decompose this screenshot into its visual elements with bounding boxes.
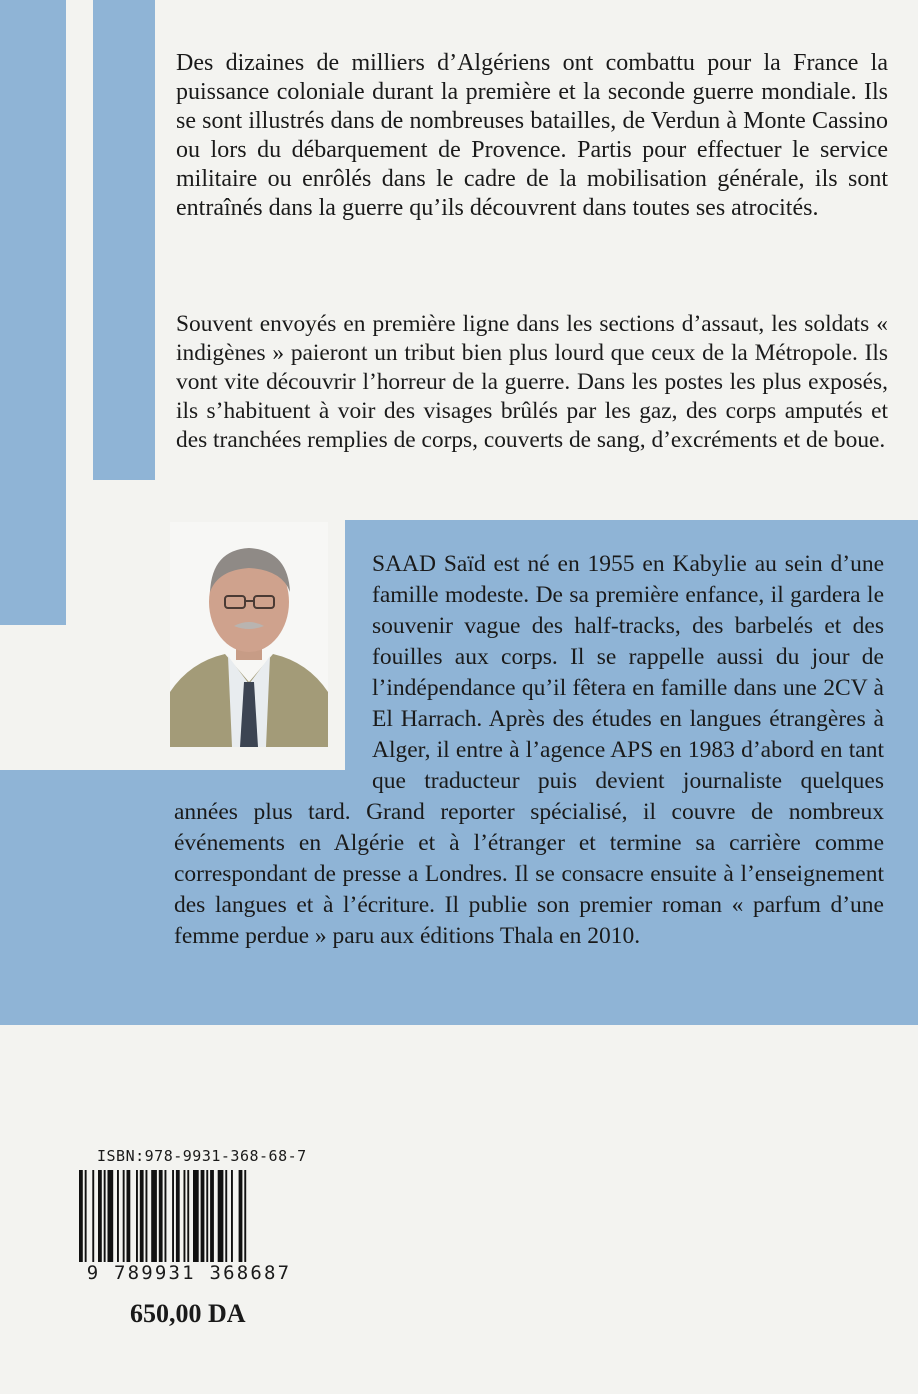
author-bio [174, 549, 884, 952]
author-bio-text: SAAD Saïd est né en 1955 en Kabylie au sein d’une famille modeste. De sa première enfance, il gardera le souvenir vague des half-tracks, des barbelés et des fouilles aux corps. Il se rappelle aussi du jour de l’indépendance qu’il fêtera en famille dans une 2CV à El Harrach. Après des études en langues étrangères à Alger, il entre à l’agence APS en 1983 d’abord en tant que traducteur puis devient journaliste quelques années plus tard. Grand reporter spécialisé, il couvre de nombreux événements en Algérie et à l’étranger et termine sa carrière comme correspondant de presse a Londres. Il se consacre ensuite à l’enseignement des langues et à l’écriture. Il publie son premier roman « parfum d’une femme perdue » paru aux éditions Thala en 2010. [174, 551, 884, 949]
blurb-paragraph-2: Souvent envoyés en première ligne dans les sections d’assaut, les soldats « indigènes » paieront un tribut bien plus lourd que ceux de la Métropole. Ils vont vite découvrir l’horreur de la guerre. Dans les postes les plus exposés, ils s’habituent à voir des visages brûlés par les gaz, des corps amputés et des tranchées remplies de corps, couverts de sang, d’excréments et de boue. [176, 311, 888, 453]
left-blue-bar [0, 0, 66, 625]
middle-blue-bar [93, 0, 155, 480]
barcode-digits: 9 789931 368687 [69, 1262, 309, 1284]
price: 650,00 DA [130, 1299, 246, 1328]
blurb-paragraph-1: Des dizaines de milliers d’Algériens ont combattu pour la France la puissance coloniale durant la première et la seconde guerre mondiale. Ils se sont illustrés dans de nombreuses batailles, de Verdun à Monte Cassino ou lors du débarquement de Provence. Partis pour effectuer le service militaire ou enrôlés dans le cadre de la mobilisation générale, ils sont entraînés dans la guerre qu’ils découvrent dans toutes ses atrocités. [176, 50, 888, 221]
portrait-float-spacer [174, 549, 372, 777]
isbn-label: ISBN:978-9931-368-68-7 [97, 1147, 307, 1165]
